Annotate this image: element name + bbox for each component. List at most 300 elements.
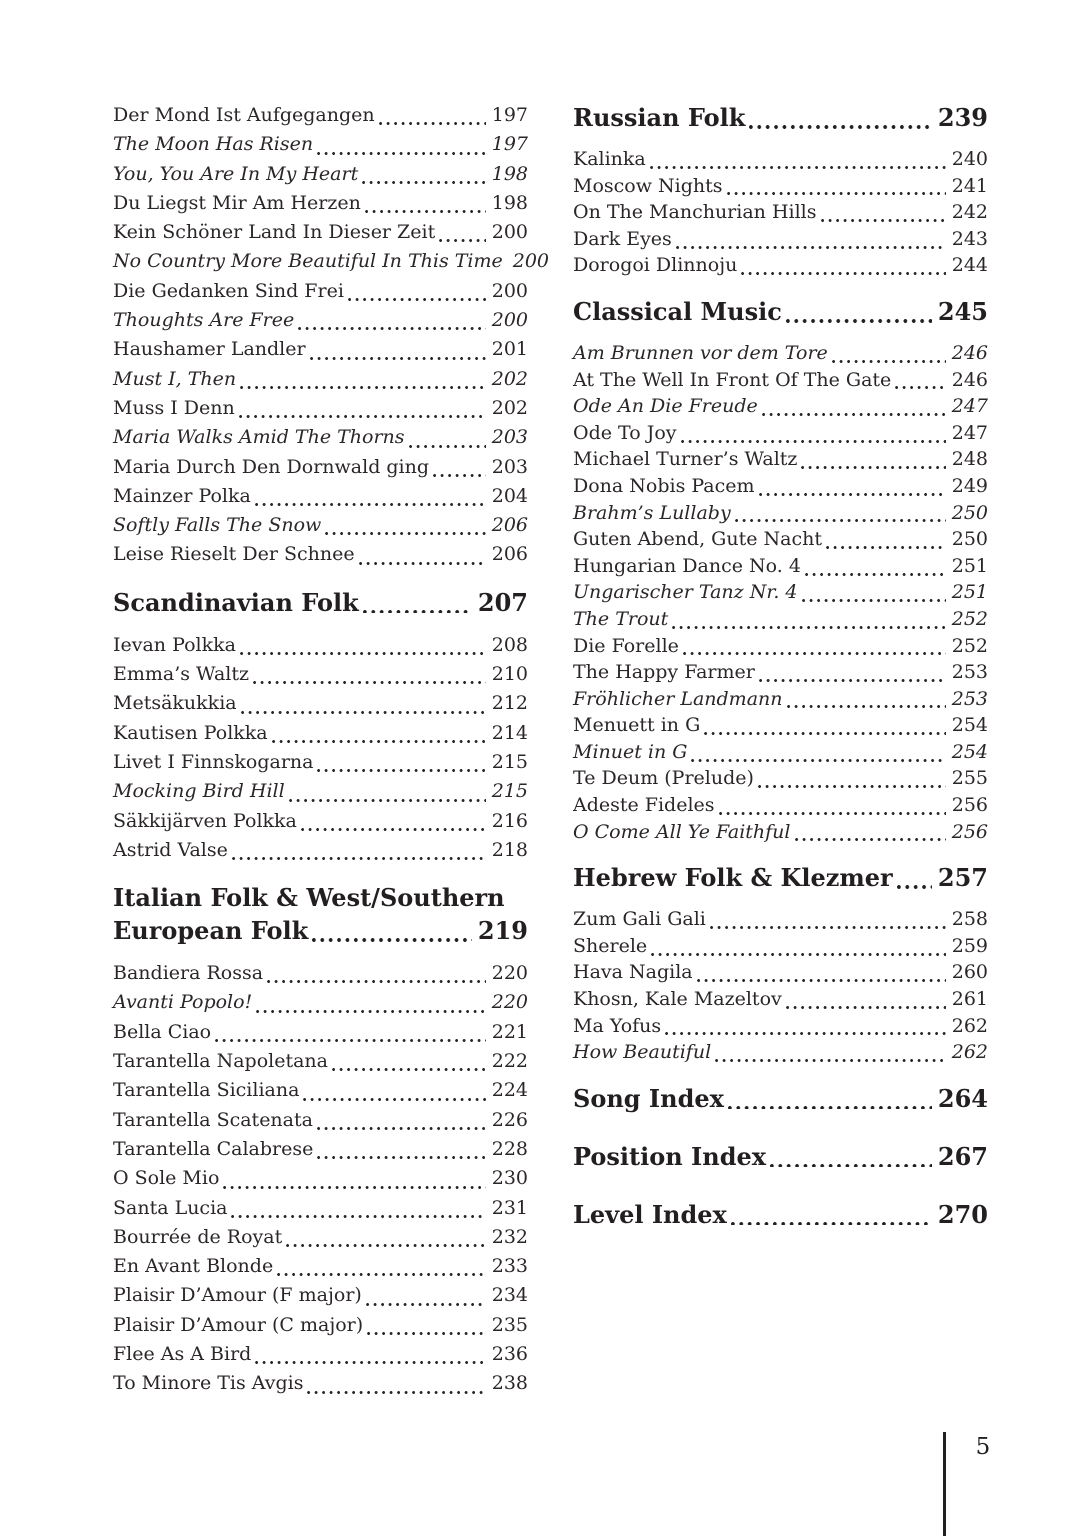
toc-entry-page: 220 — [491, 991, 528, 1014]
toc-entry-page: 253 — [951, 687, 988, 710]
toc-dot-leader — [731, 1222, 932, 1226]
toc-dot-leader — [676, 246, 946, 249]
toc-entry-title: Zum Gali Gali — [573, 908, 706, 931]
page-number: 5 — [975, 1434, 991, 1460]
toc-heading-line — [573, 101, 988, 134]
toc-entry-title: Michael Turner’s Waltz — [573, 448, 798, 471]
toc-dot-leader — [683, 652, 946, 655]
toc-entry-title: Te Deum (Prelude) — [573, 767, 754, 790]
toc-dot-leader — [762, 413, 946, 416]
toc-entry-page: 242 — [951, 201, 988, 224]
toc-entry-title: The Happy Farmer — [573, 661, 755, 684]
toc-entry-row — [573, 986, 988, 1013]
toc-entry-row — [113, 101, 528, 130]
toc-dot-leader — [310, 357, 486, 360]
toc-entry-row — [573, 393, 988, 420]
toc-section-heading — [573, 1140, 988, 1173]
toc-dot-leader — [802, 599, 946, 602]
toc-entry-page: 250 — [951, 501, 988, 524]
toc-entry-title: O Sole Mio — [113, 1167, 220, 1190]
toc-entry-row — [113, 807, 528, 836]
toc-entry-row — [113, 660, 528, 689]
toc-entry-title: Menuett in G — [573, 714, 701, 737]
toc-entry-page: 198 — [491, 191, 528, 214]
toc-entry-title: Khosn, Kale Mazeltov — [573, 988, 782, 1011]
toc-dot-leader — [832, 360, 946, 363]
toc-entry-page: 202 — [491, 396, 528, 419]
toc-entry-title: Brahm’s Lullaby — [573, 501, 731, 524]
toc-dot-leader — [255, 1361, 485, 1364]
toc-section-heading — [113, 586, 528, 619]
toc-entry-title: Guten Abend, Gute Nacht — [573, 528, 822, 551]
toc-entry-page: 201 — [491, 338, 528, 361]
toc-dot-leader — [758, 785, 946, 788]
toc-entry-row — [113, 453, 528, 482]
toc-entry-page: 200 — [491, 279, 528, 302]
toc-entry-row — [573, 340, 988, 367]
toc-entry-title: Maria Durch Den Dornwald ging — [113, 455, 430, 478]
toc-dot-leader — [727, 192, 946, 195]
toc-dot-leader — [805, 573, 946, 576]
toc-entry-row — [113, 777, 528, 806]
toc-entry-row — [573, 252, 988, 279]
toc-dot-leader — [255, 503, 486, 506]
toc-dot-leader — [651, 953, 946, 956]
toc-dot-leader — [348, 298, 486, 301]
toc-entry-page: 224 — [491, 1079, 528, 1102]
toc-dot-leader — [312, 938, 472, 942]
toc-dot-leader — [277, 1273, 486, 1276]
toc-dot-leader — [801, 466, 945, 469]
toc-entry-title: Die Gedanken Sind Frei — [113, 279, 344, 302]
toc-entry-title: Die Forelle — [573, 634, 679, 657]
toc-entry-page: 198 — [491, 162, 528, 185]
toc-entry-page: 259 — [951, 934, 988, 957]
toc-entry-title: Ode To Joy — [573, 421, 677, 444]
toc-entry-row — [113, 423, 528, 452]
toc-entry-row — [573, 553, 988, 580]
toc-dot-leader — [759, 493, 946, 496]
toc-entry-page: 256 — [951, 820, 988, 843]
toc-entry-title: Softly Falls The Snow — [113, 514, 322, 537]
toc-entry-page: 247 — [951, 421, 988, 444]
toc-entry-row — [113, 335, 528, 364]
toc-entry-title: Bandiera Rossa — [113, 962, 264, 985]
toc-heading-line — [573, 1198, 988, 1231]
toc-dot-leader — [439, 239, 486, 242]
toc-entry-row — [573, 633, 988, 660]
toc-entry-row — [573, 420, 988, 447]
toc-section-heading — [573, 295, 988, 328]
toc-dot-leader — [665, 1032, 946, 1035]
toc-entry-page: 258 — [951, 908, 988, 931]
toc-entry-page: 216 — [491, 809, 528, 832]
toc-heading-title: Hebrew Folk & Klezmer — [573, 863, 893, 893]
toc-entry-row — [113, 1106, 528, 1135]
toc-entry-title: Säkkijärven Polkka — [113, 809, 297, 832]
toc-dot-leader — [728, 1106, 932, 1110]
toc-entry-title: Am Brunnen vor dem Tore — [573, 341, 828, 364]
toc-heading-page: 207 — [477, 587, 528, 617]
toc-entry-row — [573, 1013, 988, 1040]
toc-entry-title: Tarantella Scatenata — [113, 1108, 313, 1131]
toc-dot-leader — [786, 1006, 946, 1009]
toc-entry-title: Livet I Finnskogarna — [113, 750, 314, 773]
toc-page — [113, 101, 988, 1399]
toc-entry-page: 254 — [951, 714, 988, 737]
toc-entry-title: How Beautiful — [573, 1041, 712, 1064]
toc-entry-title: To Minore Tis Avgis — [113, 1372, 304, 1395]
toc-dot-leader — [256, 1010, 486, 1013]
toc-entry-page: 250 — [951, 528, 988, 551]
toc-entry-row — [113, 511, 528, 540]
toc-entry-row — [113, 836, 528, 865]
toc-dot-leader — [409, 445, 486, 448]
toc-dot-leader — [365, 210, 486, 213]
toc-dot-leader — [317, 1127, 486, 1130]
toc-entry-page: 231 — [491, 1196, 528, 1219]
toc-heading-title: Position Index — [573, 1141, 767, 1171]
toc-entry-page: 236 — [491, 1342, 528, 1365]
toc-entry-page: 244 — [951, 254, 988, 277]
toc-entry-title: En Avant Blonde — [113, 1255, 274, 1278]
toc-entry-page: 228 — [491, 1137, 528, 1160]
toc-entry-row — [113, 631, 528, 660]
toc-entry-page: 221 — [491, 1020, 528, 1043]
toc-entry-row — [113, 130, 528, 159]
toc-entry-title: Ievan Polkka — [113, 633, 236, 656]
toc-entry-row — [573, 606, 988, 633]
toc-entry-title: Dark Eyes — [573, 227, 672, 250]
toc-entry-page: 251 — [951, 554, 988, 577]
toc-entry-row — [573, 792, 988, 819]
toc-dot-leader — [715, 1059, 946, 1062]
toc-entry-page: 200 — [491, 309, 528, 332]
toc-dot-leader — [307, 1391, 485, 1394]
toc-dot-leader — [301, 828, 486, 831]
toc-section-heading — [573, 101, 988, 134]
toc-heading-title: Classical Music — [573, 296, 782, 326]
toc-entry-page: 226 — [491, 1108, 528, 1131]
toc-dot-leader — [897, 885, 932, 889]
toc-entry-title: Astrid Valse — [113, 838, 228, 861]
toc-entry-page: 243 — [951, 227, 988, 250]
toc-entry-title: Plaisir D’Amour (C major) — [113, 1313, 364, 1336]
toc-entry-page: 254 — [951, 740, 988, 763]
toc-entry-title: Kein Schöner Land In Dieser Zeit — [113, 221, 436, 244]
toc-heading-page: 245 — [937, 296, 988, 326]
toc-section-heading — [573, 1082, 988, 1115]
toc-entry-row — [113, 1311, 528, 1340]
toc-entry-row — [573, 500, 988, 527]
toc-dot-leader — [366, 1303, 486, 1306]
toc-entry-title: Kautisen Polkka — [113, 721, 268, 744]
toc-entry-row — [113, 1135, 528, 1164]
toc-entry-row — [113, 1047, 528, 1076]
toc-entry-row — [573, 473, 988, 500]
toc-heading-line — [573, 1140, 988, 1173]
toc-dot-leader — [215, 1039, 486, 1042]
toc-dot-leader — [223, 1186, 485, 1189]
toc-entry-title: Hava Nagila — [573, 961, 693, 984]
toc-entry-page: 218 — [491, 838, 528, 861]
toc-dot-leader — [379, 122, 486, 125]
toc-dot-leader — [289, 799, 486, 802]
toc-dot-leader — [710, 926, 946, 929]
toc-entry-row — [113, 1194, 528, 1223]
toc-dot-leader — [286, 1244, 486, 1247]
toc-entry-row — [113, 959, 528, 988]
toc-dot-leader — [240, 386, 486, 389]
toc-entry-title: Haushamer Landler — [113, 338, 306, 361]
toc-heading-line — [113, 586, 528, 619]
toc-heading-line — [573, 861, 988, 894]
toc-dot-leader — [749, 125, 932, 129]
toc-dot-leader — [741, 272, 945, 275]
toc-heading-page: 239 — [937, 103, 988, 132]
toc-entry-title: Avanti Popolo! — [113, 991, 253, 1014]
toc-dot-leader — [826, 546, 946, 549]
toc-entry-title: Moscow Nights — [573, 174, 723, 197]
toc-section-heading — [573, 861, 988, 894]
toc-dot-leader — [795, 838, 946, 841]
toc-entry-page: 200 — [512, 250, 550, 273]
toc-entry-row — [573, 739, 988, 766]
toc-entry-row — [113, 160, 528, 189]
toc-entry-page: 212 — [491, 692, 528, 715]
toc-entry-row — [113, 988, 528, 1017]
toc-entry-row — [573, 933, 988, 960]
toc-entry-title: Mainzer Polka — [113, 484, 251, 507]
toc-dot-leader — [317, 769, 485, 772]
toc-entry-page: 200 — [491, 221, 528, 244]
toc-entry-page: 247 — [951, 395, 988, 418]
toc-entry-page: 252 — [951, 607, 988, 630]
toc-entry-row — [113, 719, 528, 748]
toc-entry-row — [113, 1252, 528, 1281]
toc-entry-title: Santa Lucia — [113, 1196, 228, 1219]
toc-entry-title: Tarantella Calabrese — [113, 1137, 314, 1160]
toc-entry-page: 240 — [951, 148, 988, 170]
toc-entry-title: Minuet in G — [573, 740, 688, 763]
toc-dot-leader — [735, 519, 946, 522]
toc-entry-page: 197 — [491, 104, 528, 126]
toc-heading-title: Level Index — [573, 1199, 727, 1229]
toc-entry-row — [113, 1340, 528, 1369]
toc-heading-title: European Folk — [113, 916, 309, 946]
toc-dot-leader — [895, 386, 945, 389]
toc-entry-row — [113, 1076, 528, 1105]
toc-entry-page: 202 — [491, 367, 528, 390]
toc-entry-row — [113, 540, 528, 569]
toc-dot-leader — [325, 532, 485, 535]
toc-entry-title: Sherele — [573, 934, 648, 957]
toc-entry-row — [573, 712, 988, 739]
toc-heading-line — [113, 881, 528, 914]
toc-entry-page: 203 — [491, 426, 528, 449]
toc-entry-title: Bourrée de Royat — [113, 1225, 283, 1248]
toc-entry-page: 215 — [491, 750, 528, 773]
toc-entry-page: 260 — [951, 961, 988, 984]
footer-rule — [943, 1432, 946, 1536]
toc-dot-leader — [691, 759, 945, 762]
toc-entry-page: 241 — [951, 174, 988, 197]
toc-entry-title: Flee As A Bird — [113, 1342, 252, 1365]
toc-entry-title: Kalinka — [573, 148, 646, 170]
toc-entry-title: Tarantella Siciliana — [113, 1079, 300, 1102]
toc-entry-page: 246 — [951, 341, 988, 364]
toc-entry-row — [113, 365, 528, 394]
toc-heading-line — [573, 1082, 988, 1115]
toc-dot-leader — [303, 1098, 485, 1101]
toc-entry-page: 249 — [951, 474, 988, 497]
toc-dot-leader — [672, 626, 945, 629]
toc-entry-row — [113, 1164, 528, 1193]
toc-entry-page: 197 — [491, 133, 528, 156]
toc-entry-page: 251 — [951, 581, 988, 604]
toc-entry-title: Plaisir D’Amour (F major) — [113, 1284, 362, 1307]
toc-dot-leader — [433, 474, 486, 477]
toc-entry-title: The Moon Has Risen — [113, 133, 314, 156]
toc-entry-row — [573, 906, 988, 933]
toc-entry-title: Maria Walks Amid The Thorns — [113, 426, 405, 449]
toc-entry-title: Dona Nobis Pacem — [573, 474, 755, 497]
toc-dot-leader — [267, 980, 486, 983]
toc-entry-title: At The Well In Front Of The Gate — [573, 368, 892, 391]
toc-entry-page: 204 — [491, 484, 528, 507]
toc-entry-row — [573, 526, 988, 553]
toc-entry-title: O Come All Ye Faithful — [573, 820, 791, 843]
toc-column-right — [573, 101, 988, 1399]
toc-dot-leader — [719, 812, 946, 815]
toc-entry-title: On The Manchurian Hills — [573, 201, 817, 224]
toc-entry-page: 246 — [951, 368, 988, 391]
toc-entry-title: You, You Are In My Heart — [113, 162, 359, 185]
toc-entry-row — [113, 1018, 528, 1047]
toc-entry-page: 210 — [491, 663, 528, 686]
toc-heading-page: 257 — [937, 863, 988, 893]
toc-dot-leader — [786, 319, 932, 323]
toc-dot-leader — [362, 181, 486, 184]
toc-dot-leader — [821, 219, 946, 222]
toc-entry-title: No Country More Beautiful In This Time — [113, 250, 503, 273]
toc-heading-page: 219 — [477, 916, 528, 946]
toc-entry-page: 252 — [951, 634, 988, 657]
toc-entry-page: 206 — [491, 514, 528, 537]
toc-entry-row — [113, 277, 528, 306]
toc-entry-page: 232 — [491, 1225, 528, 1248]
toc-entry-page: 203 — [491, 455, 528, 478]
toc-entry-page: 214 — [491, 721, 528, 744]
toc-heading-title: Italian Folk & West/Southern — [113, 883, 505, 913]
toc-heading-title: Song Index — [573, 1083, 724, 1113]
toc-entry-row — [113, 247, 550, 276]
toc-entry-page: 255 — [951, 767, 988, 790]
toc-entry-row — [113, 689, 528, 718]
toc-entry-title: Ungarischer Tanz Nr. 4 — [573, 581, 798, 604]
toc-heading-page: 270 — [937, 1199, 988, 1229]
toc-dot-leader — [239, 415, 486, 418]
toc-section-heading — [573, 1198, 988, 1231]
toc-entry-page: 262 — [951, 1014, 988, 1037]
toc-entry-title: Ma Yofus — [573, 1014, 662, 1037]
toc-entry-row — [573, 146, 988, 173]
toc-entry-title: Dorogoi Dlinnoju — [573, 254, 738, 277]
toc-entry-row — [573, 1039, 988, 1066]
toc-entry-page: 215 — [491, 780, 528, 803]
toc-column-left — [113, 101, 550, 1399]
toc-dot-leader — [367, 1332, 486, 1335]
toc-dot-leader — [697, 979, 946, 982]
toc-entry-page: 235 — [491, 1313, 528, 1336]
toc-entry-row — [573, 446, 988, 473]
toc-entry-row — [573, 765, 988, 792]
toc-entry-row — [573, 819, 988, 846]
toc-entry-page: 230 — [491, 1167, 528, 1190]
toc-entry-title: Du Liegst Mir Am Herzen — [113, 191, 361, 214]
toc-entry-title: Mocking Bird Hill — [113, 780, 285, 803]
toc-entry-title: Leise Rieselt Der Schnee — [113, 543, 355, 566]
toc-entry-title: Metsäkukkia — [113, 692, 237, 715]
toc-heading-page: 264 — [937, 1083, 988, 1113]
toc-entry-title: Muss I Denn — [113, 396, 235, 419]
toc-entry-title: Bella Ciao — [113, 1020, 212, 1043]
toc-heading-line — [573, 295, 988, 328]
toc-entry-row — [113, 1223, 528, 1252]
toc-dot-leader — [681, 440, 946, 443]
toc-entry-title: Must I, Then — [113, 367, 237, 390]
toc-entry-page: 220 — [491, 962, 528, 985]
toc-dot-leader — [241, 711, 486, 714]
toc-dot-leader — [298, 327, 485, 330]
toc-entry-page: 238 — [491, 1372, 528, 1395]
toc-dot-leader — [332, 1068, 486, 1071]
toc-entry-row — [573, 959, 988, 986]
toc-dot-leader — [231, 1215, 485, 1218]
toc-entry-row — [573, 686, 988, 713]
toc-entry-page: 253 — [951, 661, 988, 684]
toc-dot-leader — [704, 732, 945, 735]
toc-entry-row — [573, 226, 988, 253]
toc-dot-leader — [650, 166, 946, 169]
toc-heading-page: 267 — [937, 1141, 988, 1171]
toc-entry-page: 248 — [951, 448, 988, 471]
toc-entry-row — [113, 394, 528, 423]
toc-dot-leader — [272, 740, 486, 743]
toc-entry-title: Hungarian Dance No. 4 — [573, 554, 801, 577]
toc-entry-page: 262 — [951, 1041, 988, 1064]
toc-entry-title: Adeste Fideles — [573, 794, 715, 817]
toc-entry-title: Emma’s Waltz — [113, 663, 249, 686]
toc-entry-title: Thoughts Are Free — [113, 309, 295, 332]
toc-dot-leader — [759, 679, 946, 682]
toc-entry-title: Ode An Die Freude — [573, 395, 758, 418]
toc-heading-title: Scandinavian Folk — [113, 587, 359, 617]
toc-entry-title: Fröhlicher Landmann — [573, 687, 783, 710]
toc-entry-page: 222 — [491, 1050, 528, 1073]
toc-entry-row — [573, 173, 988, 200]
toc-entry-page: 256 — [951, 794, 988, 817]
toc-dot-leader — [232, 857, 486, 860]
toc-section-heading — [113, 881, 528, 947]
toc-entry-page: 234 — [491, 1284, 528, 1307]
toc-entry-row — [113, 189, 528, 218]
toc-entry-row — [113, 482, 528, 511]
toc-entry-page: 206 — [491, 543, 528, 566]
toc-entry-row — [113, 218, 528, 247]
toc-entry-row — [113, 748, 528, 777]
toc-dot-leader — [253, 681, 486, 684]
